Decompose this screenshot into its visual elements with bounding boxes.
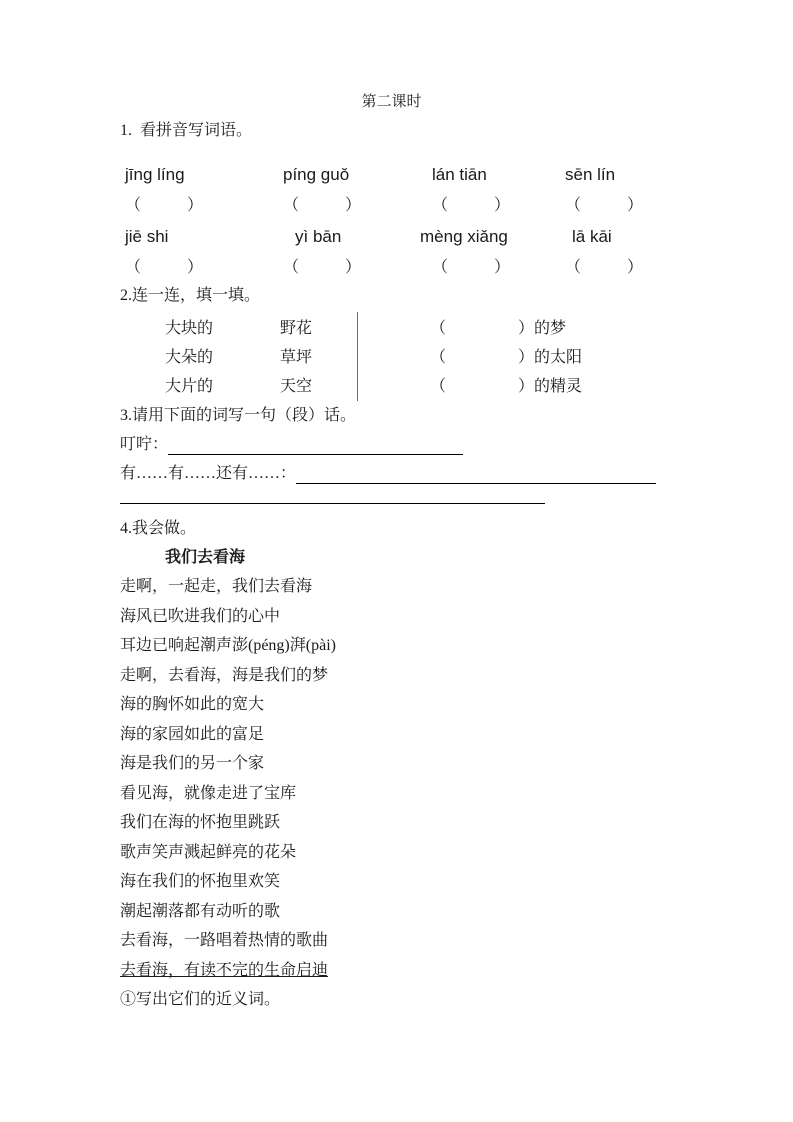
bracket-close: ） <box>518 320 535 337</box>
match-middle: 草坪 <box>280 349 313 366</box>
match-left: 大块的 <box>165 320 214 337</box>
bracket-open: （ <box>565 197 582 214</box>
bracket-open: （ <box>430 320 447 337</box>
bracket-open: （ <box>125 259 142 276</box>
poem-line: 海的家园如此的富足 <box>120 725 265 743</box>
answer-brackets <box>565 195 663 216</box>
bracket-open: （ <box>432 259 449 276</box>
poem-line: 海风已吹进我们的心中 <box>120 607 281 625</box>
poem-line: 潮起潮落都有动听的歌 <box>120 902 281 920</box>
bracket-close: ） <box>345 197 362 214</box>
bracket-close: ） <box>627 259 644 276</box>
answer-brackets <box>125 257 283 278</box>
pinyin-row-1 <box>125 164 663 185</box>
match-row <box>165 318 663 340</box>
bracket-open: （ <box>430 378 447 395</box>
bracket-close: ） <box>494 259 511 276</box>
q2-label: 2.连一连，填一填。 <box>120 287 261 304</box>
q4-label: 4.我会做。 <box>120 520 197 537</box>
bracket-close: ） <box>345 259 362 276</box>
q4-footnote: ①写出它们的近义词。 <box>120 991 281 1008</box>
pinyin-word: jiē shi <box>125 227 169 246</box>
answer-blank <box>296 466 656 484</box>
answer-blank <box>168 437 463 455</box>
match-row <box>165 376 663 398</box>
answer-brackets <box>283 257 432 278</box>
answer-brackets <box>283 195 432 216</box>
match-answer <box>430 318 663 340</box>
bracket-close: ） <box>494 197 511 214</box>
bracket-open: （ <box>432 197 449 214</box>
fill-prompt: 叮咛： <box>120 436 169 453</box>
poem-line: 去看海，一路唱着热情的歌曲 <box>120 932 329 949</box>
match-suffix: 的精灵 <box>534 378 583 395</box>
bracket-open: （ <box>430 349 447 366</box>
q1-label: 1. 看拼音写词语。 <box>120 122 253 139</box>
poem-line: 海是我们的另一个家 <box>120 755 265 772</box>
pinyin-word: lā kāi <box>572 227 612 246</box>
match-row <box>165 347 663 369</box>
poem-line: 走啊，一起走，我们去看海 <box>120 578 313 595</box>
bracket-open: （ <box>283 259 300 276</box>
poem-line: 歌声笑声溅起鲜亮的花朵 <box>120 843 297 861</box>
poem <box>120 572 663 985</box>
poem-line: 海的胸怀如此的宽大 <box>120 696 265 713</box>
answer-bracket-row-1 <box>125 195 663 216</box>
bracket-open: （ <box>125 197 142 214</box>
bracket-close: ） <box>187 197 204 214</box>
answer-blank-full <box>120 503 545 504</box>
pinyin-word: píng guǒ <box>283 165 350 184</box>
q3-label: 3.请用下面的词写一句（段）话。 <box>120 407 357 424</box>
answer-brackets <box>432 195 565 216</box>
bracket-close: ） <box>187 259 204 276</box>
poem-line: 看见海，就像走进了宝库 <box>120 784 297 802</box>
answer-brackets <box>432 257 565 278</box>
column-divider <box>357 312 358 401</box>
pinyin-word: yì bān <box>295 227 342 246</box>
match-suffix: 的梦 <box>534 320 567 337</box>
match-middle: 天空 <box>280 378 313 395</box>
pinyin-row-2 <box>125 226 663 247</box>
bracket-open: （ <box>565 259 582 276</box>
page-title: 第二课时 <box>361 94 422 110</box>
match-middle: 野花 <box>280 320 313 337</box>
poem-line: 海在我们的怀抱里欢笑 <box>120 873 281 890</box>
answer-brackets <box>565 257 663 278</box>
match-left: 大朵的 <box>165 349 214 366</box>
fill-prompt: 有……有……还有……： <box>120 465 297 482</box>
answer-brackets <box>125 195 283 216</box>
poem-line: 走啊，去看海，海是我们的梦 <box>120 666 329 684</box>
match-suffix: 的太阳 <box>534 349 583 366</box>
poem-title: 我们去看海 <box>165 549 246 566</box>
answer-bracket-row-2 <box>125 257 663 278</box>
match-answer <box>430 376 663 398</box>
bracket-close: ） <box>518 378 535 395</box>
matching-table <box>165 318 663 398</box>
bracket-open: （ <box>283 197 300 214</box>
fill-line-1 <box>120 435 663 455</box>
poem-line-underlined: 去看海，有读不完的生命启迪 <box>120 961 329 979</box>
poem-line: 耳边已响起潮声澎(péng)湃(pài) <box>120 637 336 654</box>
bracket-close: ） <box>627 197 644 214</box>
poem-line: 我们在海的怀抱里跳跃 <box>120 814 281 831</box>
pinyin-word: lán tiān <box>432 165 487 184</box>
bracket-close: ） <box>518 349 535 366</box>
pinyin-word: jīng líng <box>125 165 185 184</box>
match-left: 大片的 <box>165 378 214 395</box>
pinyin-word: mèng xiǎng <box>420 227 508 246</box>
pinyin-word: sēn lín <box>565 165 616 184</box>
match-answer <box>430 347 663 369</box>
fill-line-2 <box>120 464 663 484</box>
